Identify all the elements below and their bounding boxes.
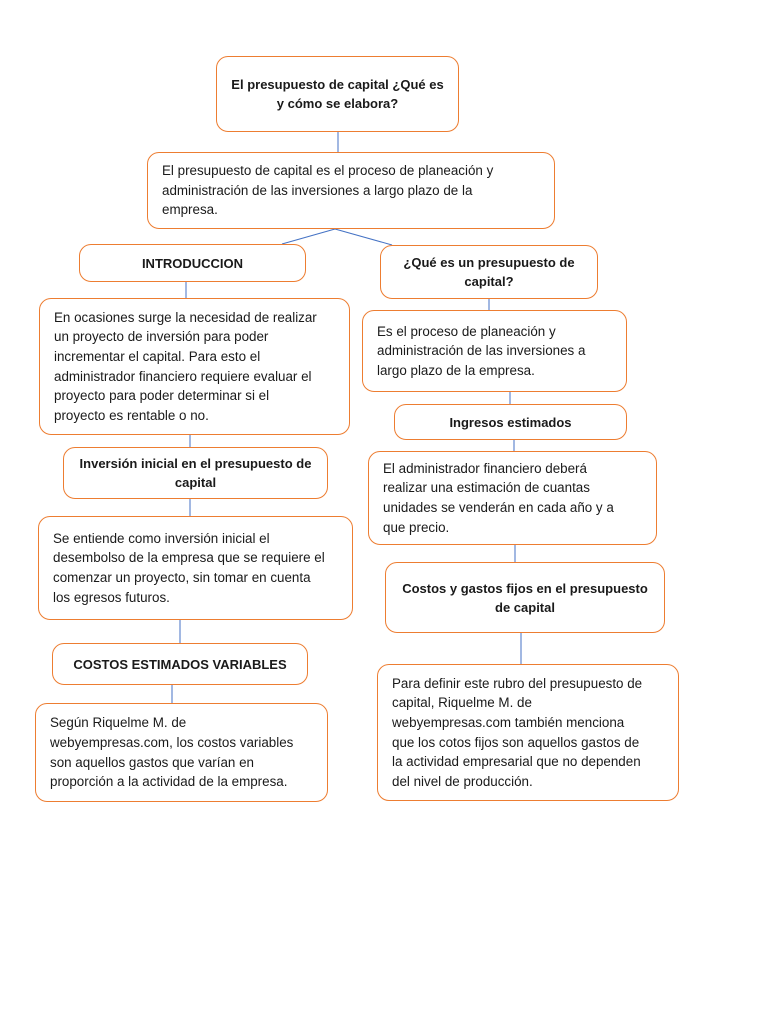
- que-es-heading-node: [380, 245, 598, 299]
- costos-fijos-text-node: [377, 664, 679, 801]
- definition-node: [147, 152, 555, 229]
- inversion-inicial-text-node: [38, 516, 353, 620]
- introduccion-heading-node: [79, 244, 306, 282]
- que-es-heading: ¿Qué es un presupuesto de capital?: [403, 255, 575, 289]
- ingresos-estimados-text-node: [368, 451, 657, 545]
- definition-text: El presupuesto de capital es el proceso de planeación y administración de las inversiones a largo plazo de la empresa.: [162, 163, 494, 218]
- connector-definition-que-es: [335, 229, 392, 245]
- inversion-inicial-heading-node: [63, 447, 328, 499]
- costos-variables-heading: COSTOS ESTIMADOS VARIABLES: [73, 656, 287, 672]
- ingresos-estimados-heading-node: [394, 404, 627, 440]
- introduccion-text-node: [39, 298, 350, 435]
- costos-variables-text-node: [35, 703, 328, 802]
- title-node: [216, 56, 459, 132]
- costos-fijos-heading-node: [385, 562, 665, 633]
- costos-fijos-heading: Costos y gastos fijos en el presupuesto de capital: [402, 580, 648, 615]
- ingresos-estimados-text: El administrador financiero deberá realizar una estimación de cuantas unidades se venderán en cada año y a que precio.: [383, 460, 614, 535]
- que-es-text-node: [362, 310, 627, 392]
- costos-variables-heading-node: [52, 643, 308, 685]
- inversion-inicial-heading: Inversión inicial en el presupuesto de capital: [79, 456, 312, 490]
- ingresos-estimados-heading: Ingresos estimados: [449, 414, 572, 430]
- introduccion-text: En ocasiones surge la necesidad de realizar un proyecto de inversión para poder incrementar el capital. Para esto el administrador financiero requiere evaluar el proyecto para poder determinar si el proyecto es rentable o no.: [54, 309, 317, 423]
- que-es-text: Es el proceso de planeación y administración de las inversiones a largo plazo de la empresa.: [377, 323, 586, 378]
- title-text: El presupuesto de capital ¿Qué es y cómo se elabora?: [231, 77, 444, 111]
- costos-variables-text: Según Riquelme M. de webyempresas.com, los costos variables son aquellos gastos que varían en proporción a la actividad de la empresa.: [50, 715, 294, 790]
- connector-definition-introduccion: [282, 229, 335, 244]
- costos-fijos-text: Para definir este rubro del presupuesto de capital, Riquelme M. de webyempresas.com también menciona que los cotos fijos son aquellos gastos de la actividad empresarial que no dependen del nivel de producción.: [392, 675, 643, 789]
- introduccion-heading: INTRODUCCION: [141, 255, 244, 271]
- inversion-inicial-text: Se entiende como inversión inicial el desembolso de la empresa que se requiere el comenzar un proyecto, sin tomar en cuenta los egresos futuros.: [53, 530, 325, 605]
